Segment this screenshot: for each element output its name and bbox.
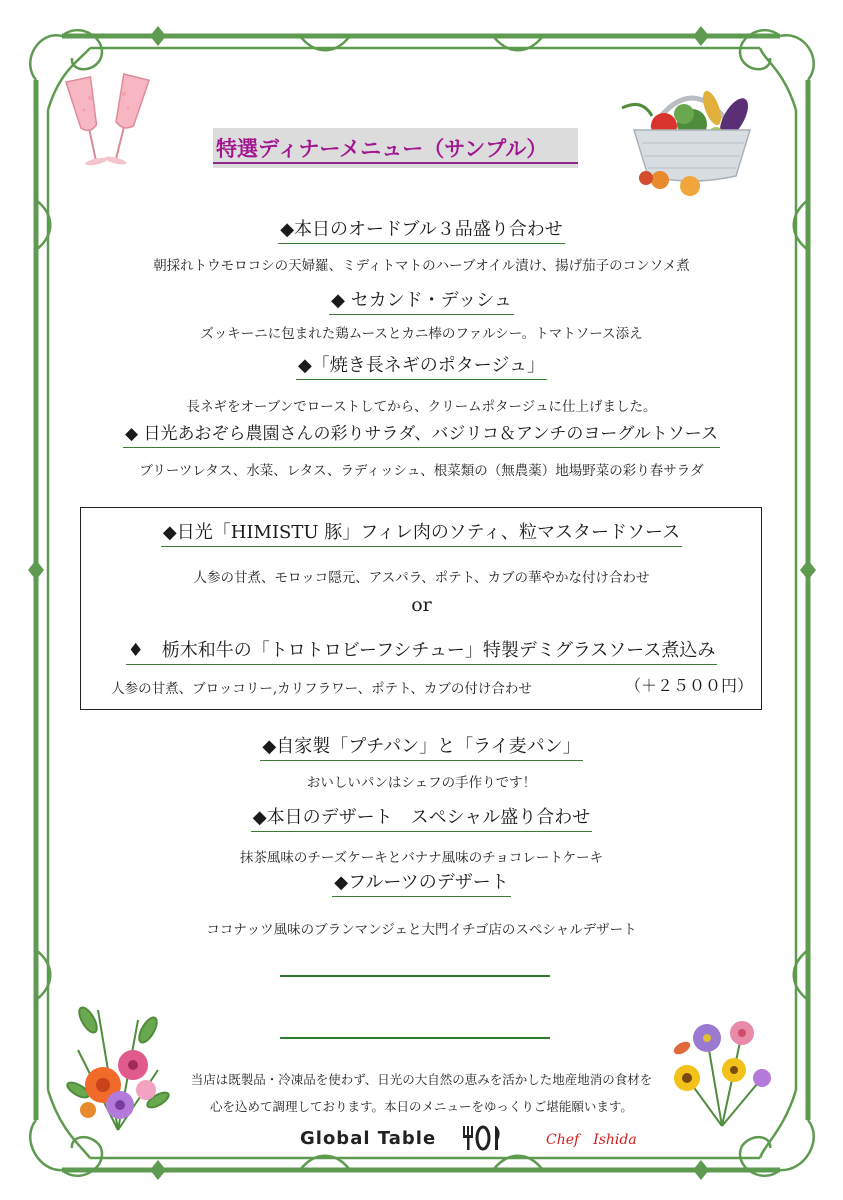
course-desc-fruit-dessert: ココナッツ風味のブランマンジェと大門イチゴ店のスペシャルデザート [206,922,637,938]
footer-note-line1: 当店は既製品・冷凍品を使わず、日光の大自然の恵みを活かした地産地消の食材を [190,1072,653,1087]
flower-bouquet-icon [58,990,178,1140]
vegetable-basket-icon [612,68,772,198]
course-desc-dessert: 抹茶風味のチーズケーキとバナナ風味のチョコレートケーキ [239,850,604,866]
main-option-beef-desc: 人参の甘煮、ブロッコリー,カリフラワー、ポテト、カブの付け合わせ [111,681,532,697]
chef-signature: Chef Ishida [546,1132,637,1148]
divider-line-top [280,975,550,977]
course-desc-hors-doeuvre: 朝採れトウモロコシの天婦羅、ミディトマトのハーブオイル漬け、揚げ茄子のコンソメ煮 [153,258,690,274]
restaurant-brand: Global Table [300,1128,437,1149]
main-option-beef-heading: ♦ 栃木和牛の「トロトロビーフシチュー」特製デミグラスソース煮込み [0,639,843,665]
course-heading-fruit-dessert: ◆フルーツのデザート [0,871,843,897]
main-option-pork-desc: 人参の甘煮、モロッコ隠元、アスパラ、ポテト、カブの華やかな付け合わせ [193,570,650,586]
menu-title: 特選ディナーメニュー（サンプル） [216,136,548,161]
course-desc-salad: ブリーツレタス、水菜、レタス、ラディッシュ、根菜類の（無農薬）地場野菜の彩り春サラダ [139,463,704,479]
course-heading-hors-doeuvre: ◆本日のオードブル３品盛り合わせ [0,218,843,244]
cutlery-icon [460,1124,505,1152]
course-desc-bread: おいしいパンはシェフの手作りです！ [306,775,537,791]
divider-line-bottom [280,1037,550,1039]
main-option-pork-heading: ◆日光「HIMISTU 豚」フィレ肉のソティ、粒マスタードソース [0,521,843,547]
course-desc-second-dish: ズッキーニに包まれた鶏ムースとカニ棒のファルシー。トマトソース添え [200,326,643,342]
course-heading-dessert: ◆本日のデザート スペシャル盛り合わせ [0,806,843,832]
course-heading-soup: ◆「焼き長ネギのポタージュ」 [0,354,843,380]
champagne-glasses-icon [60,68,155,178]
course-heading-second-dish: ◆ セカンド・デッシュ [0,289,843,315]
title-underline [213,162,578,164]
or-separator: or [411,594,432,616]
footer-note-line2: 心を込めて調理しております。本日のメニューをゆっくりご堪能願います。 [210,1099,633,1114]
course-desc-soup: 長ネギをオーブンでローストしてから、クリームポタージュに仕上げました。 [186,399,657,415]
course-heading-salad: ◆ 日光あおぞら農園さんの彩りサラダ、バジリコ＆アンチのヨーグルトソース [0,422,843,448]
course-heading-bread: ◆自家製「プチパン」と「ライ麦パン」 [0,735,843,761]
beef-surcharge-price: （＋２５００円） [625,676,754,695]
